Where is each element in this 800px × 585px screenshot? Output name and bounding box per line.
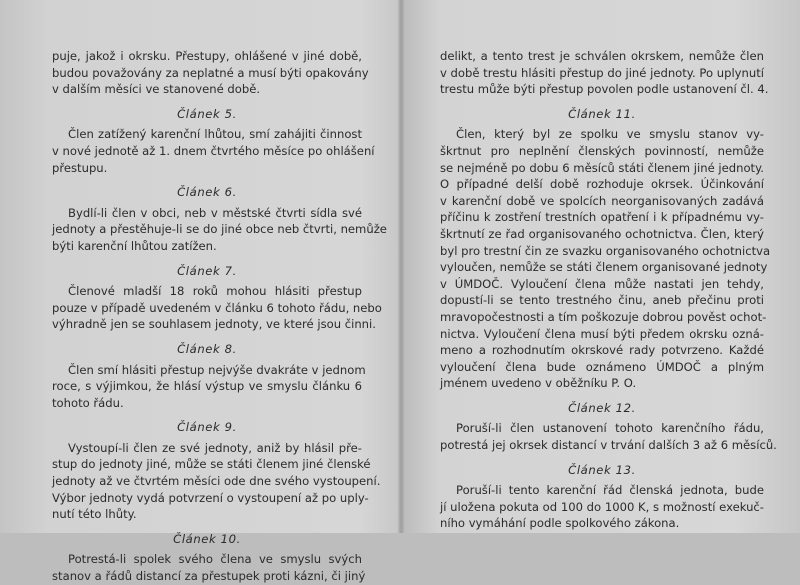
text-line: meno a rozhodnutím okrskové rady potvrzeno. Každé <box>440 343 764 358</box>
text-line: výhradně jen se souhlasem jednoty, ve které jsou činni. <box>52 317 376 332</box>
article-8-heading: Článek 8. <box>177 341 237 356</box>
text-line: Bydlí-li člen v obci, neb v městské čtvrti sídla své <box>68 205 362 220</box>
text-line: škrtnutí ze řad organisovaného ochotnictva. Člen, který <box>440 226 764 241</box>
text-line: Vystoupí-li člen ze své jednoty, aniž by hlásil pře- <box>68 440 362 455</box>
text-line: se nejméně po dobu 6 měsíců státi členem jiné jednoty. <box>440 160 764 175</box>
text-line: vyloučení člena bude oznámeno ÚMDOČ a plným <box>440 359 764 374</box>
text-line: v ÚMDOČ. Vyloučení člena může nastati jen tehdy, <box>440 276 764 291</box>
text-line: jednoty až ve čtvrtém měsíci ode dne svého vystoupení. <box>52 474 381 489</box>
text-line: jednoty a přestěhuje-li se do jiné obce neb čtvrti, nemůže <box>52 222 387 237</box>
text-line: příčinu k zostření trestních opatření i k případnému vy- <box>440 210 764 225</box>
text-line: stanov a řádů distancí za přestupek proti kázni, či jiný <box>52 569 366 584</box>
text-line: škrtnut pro neplnění členských povinností, nemůže <box>440 143 764 158</box>
text-line: pouze v případě uvedeném v článku 6 tohoto řádu, nebo <box>52 300 382 315</box>
article-7-heading: Článek 7. <box>177 263 237 278</box>
text-line: byl pro trestní čin ze svazku organisovaného ochotnictva <box>440 243 771 258</box>
text-line: stup do jednoty jiné, může se státi členem jiné členské <box>52 457 371 472</box>
text-line: potrestá jej okrsek distancí v trvání dalších 3 až 6 měsíců. <box>440 438 777 453</box>
left-page <box>52 0 387 584</box>
text-line: budou považovány za neplatné a musí býti opakovány <box>52 65 369 80</box>
text-line: Člen, který byl ze spolku ve smyslu stanov vy- <box>456 127 764 142</box>
text-line: přestupu. <box>52 160 108 175</box>
text-line: jí uložena pokuta od 100 do 1000 K, s možností exekuč- <box>440 499 764 514</box>
text-line: Potrestá-li spolek svého člena ve smyslu svých <box>68 552 362 567</box>
text-line: Člen zatížený karenční lhůtou, smí zahájiti činnost <box>68 127 362 142</box>
text-line: Členové mladší 18 roků mohou hlásiti přestup <box>68 284 362 299</box>
right-page <box>440 0 777 581</box>
text-line: Člen smí hlásiti přestup nejvýše dvakráte v jednom <box>68 362 366 377</box>
article-5-heading: Článek 5. <box>177 106 237 121</box>
text-line: Výbor jednoty vydá potvrzení o vystoupení až po uply- <box>52 490 369 505</box>
text-line: Poruší-li člen ustanovení tohoto karenčního řádu, <box>456 421 764 436</box>
text-line: ního vymáhání podle spolkového zákona. <box>440 516 680 531</box>
article-10-heading: Článek 10. <box>173 531 241 546</box>
article-11-heading: Článek 11. <box>568 106 636 121</box>
text-line: v karenční době ve spolcích neorganisovaných zadává <box>440 193 764 208</box>
text-line: puje, jakož i okrsku. Přestupy, ohlášené v jiné době, <box>52 49 362 63</box>
text-line: nutí této lhůty. <box>52 507 137 522</box>
text-line: mravopočestnosti a tím poškozuje dobrou pověst ochot- <box>440 309 767 324</box>
text-line: O případné delší době rozhoduje okrsek. Účinkování <box>440 177 764 192</box>
text-line: trestu může býti přestup povolen podle ustanovení čl. 4. <box>440 82 769 97</box>
text-line: tohoto řádu. <box>52 395 124 410</box>
text-line: delikt, a tento trest je schválen okrskem, nemůže člen <box>440 49 764 63</box>
text-line: vyloučen, nemůže se státi členem organisované jednoty <box>440 260 768 275</box>
text-line: v době trestu hlásiti přestup do jiné jednoty. Po uplynutí <box>440 65 764 80</box>
text-line: dopustí-li se tento trestného činu, aneb přečinu proti <box>440 293 764 308</box>
article-13-heading: Článek 13. <box>568 462 636 477</box>
text-line: Poruší-li tento karenční řád členská jednota, bude <box>456 483 764 498</box>
article-9-heading: Článek 9. <box>177 420 237 435</box>
text-line: býti karenční lhůtou zatížen. <box>52 238 217 253</box>
text-line: roce, s výjimkou, že hlásí výstup ve smyslu článku 6 <box>52 379 362 394</box>
text-line: nictva. Vyloučení člena musí býti předem okrsku ozná- <box>440 326 764 341</box>
text-line: v nové jednotě až 1. dnem čtvrtého měsíce po ohlášení <box>52 143 375 158</box>
article-12-heading: Článek 12. <box>568 400 636 415</box>
article-6-heading: Článek 6. <box>177 185 237 200</box>
text-line: v dalším měsíci ve stanovené době. <box>52 82 261 97</box>
page-fold <box>398 0 404 533</box>
text-line: jménem uvedeno v oběžníku P. O. <box>440 376 637 391</box>
